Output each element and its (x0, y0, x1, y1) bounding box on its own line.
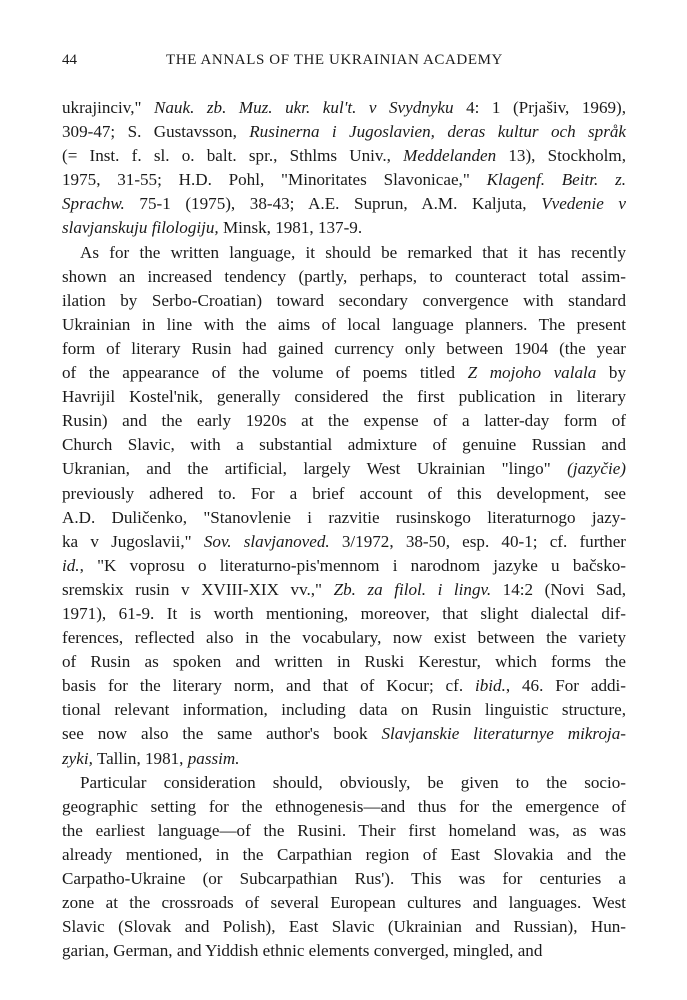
text-line: sremskix rusin v XVIII-XIX vv.," Zb. za filol. i lingv. 14:2 (Novi Sad, (62, 579, 626, 599)
text-line: Carpatho-Ukraine (or Subcarpathian Rus'). This was for centuries a (62, 869, 626, 888)
body-text (62, 96, 626, 963)
text-line: basis for the literary norm, and that of Kocur; cf. ibid., 46. For addi- (62, 676, 626, 696)
text-line: Particular consideration should, obviously, be given to the socio- (80, 772, 626, 792)
text-line: 1971), 61-9. It is worth mentioning, moreover, that slight dialectal dif- (62, 603, 626, 623)
text-line: garian, German, and Yiddish ethnic elements converged, mingled, and (62, 941, 543, 961)
text-line: of Rusin as spoken and written in Ruski Kerestur, which forms the (62, 652, 626, 672)
text-line: ilation by Serbo-Croatian) toward secondary convergence with standard (62, 290, 626, 310)
text-line: Slavic (Slovak and Polish), East Slavic (Ukrainian and Russian), Hun- (62, 917, 626, 937)
paragraph-written-language (62, 241, 626, 771)
text-line: A.D. Duličenko, "Stanovlenie i razvitie rusinskogo literaturnogo jazy- (62, 507, 626, 527)
text-line: previously adhered to. For a brief account of this development, see (62, 483, 626, 503)
text-line: Havrijil Kostel'nik, generally considered the first publication in literary (62, 387, 626, 407)
text-line: zone at the crossroads of several European cultures and languages. West (62, 893, 626, 913)
paragraph-sociogeographic-setting (62, 771, 626, 964)
text-line: Ukranian, and the artificial, largely West Ukrainian "lingo" (jazyčie) (62, 459, 626, 479)
text-line: ferences, reflected also in the vocabulary, now exist between the variety (62, 628, 626, 648)
text-line: As for the written language, it should be remarked that it has recently (80, 242, 626, 262)
text-line: Church Slavic, with a substantial admixture of genuine Russian and (62, 435, 626, 455)
paragraph-note-references (62, 96, 626, 241)
text-line: (= Inst. f. sl. o. balt. spr., Sthlms Univ., Meddelanden 13), Stockholm, (62, 146, 626, 166)
text-line: tional relevant information, including data on Rusin linguistic structure, (62, 700, 626, 720)
page-number: 44 (62, 52, 77, 68)
text-line: ukrajinciv," Nauk. zb. Muz. ukr. kul't. v Svydnyku 4: 1 (Prjašiv, 1969), (62, 98, 627, 117)
text-line: the earliest language—of the Rusini. Their first homeland was, as was (62, 820, 626, 840)
text-line: ka v Jugoslavii," Sov. slavjanoved. 3/1972, 38-50, esp. 40-1; cf. further (62, 531, 626, 551)
text-line: geographic setting for the ethnogenesis—and thus for the emergence of (62, 796, 626, 816)
text-line: zyki, Tallin, 1981, passim. (62, 748, 240, 768)
running-head: THE ANNALS OF THE UKRAINIAN ACADEMY (166, 52, 503, 68)
text-line: Sprachw. 75-1 (1975), 38-43; A.E. Suprun, A.M. Kaljuta, Vvedenie v (62, 194, 626, 214)
text-line: 309-47; S. Gustavsson, Rusinerna i Jugoslavien, deras kultur och språk (62, 122, 627, 142)
text-line: shown an increased tendency (partly, perhaps, to counteract total assim- (62, 266, 626, 286)
text-line: Ukrainian in line with the aims of local language planners. The present (62, 314, 626, 334)
text-line: slavjanskuju filologiju, Minsk, 1981, 137-9. (62, 218, 363, 238)
text-line: see now also the same author's book Slavjanskie literaturnye mikroja- (62, 724, 626, 744)
text-line: Rusin) and the early 1920s at the expense of a latter-day form of (62, 411, 626, 431)
text-line: 1975, 31-55; H.D. Pohl, "Minoritates Slavonicae," Klagenf. Beitr. z. (62, 170, 626, 190)
text-line: already mentioned, in the Carpathian region of East Slovakia and the (62, 844, 626, 864)
text-line: of the appearance of the volume of poems titled Z mojoho valala by (62, 363, 626, 383)
text-line: form of literary Rusin had gained currency only between 1904 (the year (62, 338, 626, 358)
page-header (62, 48, 626, 72)
text-line: id., "K voprosu o literaturno-pis'mennom i narodnom jazyke u bačsko- (62, 555, 626, 575)
